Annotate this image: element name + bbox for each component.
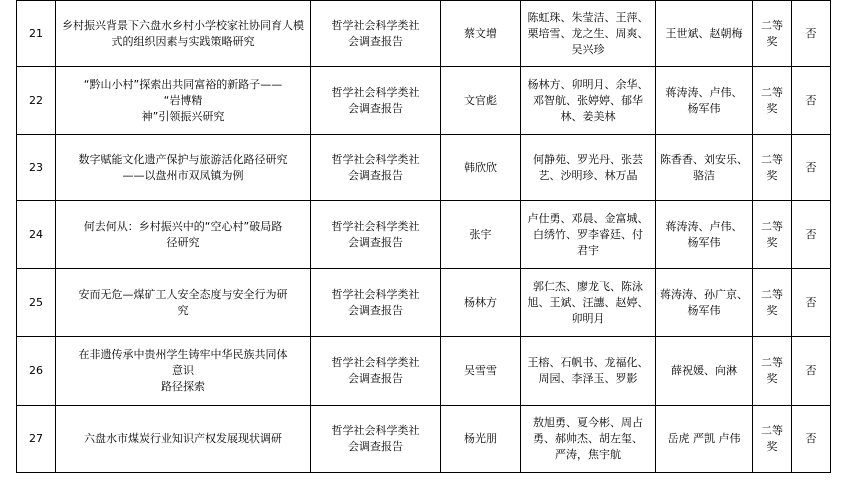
team-members-line: 林、姜美林 [560,109,616,123]
advisors [656,337,753,406]
project-type-line: 哲学社会科学类社 [331,85,420,99]
project-type [311,337,441,406]
team-members-line: 严涛，焦宇航 [555,448,621,461]
project-leader: 张宇 [441,201,521,269]
project-title-line: 在非遗传承中贵州学生铸牢中华民族共同体 [78,348,288,361]
award-level-line: 二等 [761,287,783,301]
flag-value: 否 [792,406,831,473]
project-type-line: 会调查报告 [348,440,403,453]
project-leader: 杨光朋 [441,406,521,473]
award-level [753,201,792,269]
advisors-line: 骆洁 [693,168,715,182]
team-members [521,135,656,201]
project-type [311,269,441,337]
flag-value: 否 [792,67,831,135]
project-title-line: 路径探索 [161,380,205,393]
project-type-line: 会调查报告 [348,34,403,48]
team-members-line: 周园、李泽玉、罗影 [538,372,638,385]
flag-value: 否 [792,201,831,269]
project-type [311,406,441,473]
flag-value: 否 [792,269,831,337]
team-members-line: 吴兴珍 [571,42,605,56]
flag-value: 否 [792,337,831,406]
project-type [311,201,441,269]
project-leader: 吴雪雪 [441,337,521,406]
awards-table [16,0,831,473]
team-members-line: 君宇 [577,243,599,257]
table-row [17,337,831,406]
award-level-line: 奖 [766,101,778,115]
team-members-line: 杨林方、卯明月、余华、 [527,77,649,91]
advisors-line: 蒋涛涛、孙广京、 [660,287,748,301]
project-type-line: 会调查报告 [348,372,403,385]
project-type [311,67,441,135]
project-title-line: 何去何从：乡村振兴中的“空心村”破局路 [83,219,283,233]
table-row [17,135,831,201]
award-level [753,406,792,473]
project-title [56,337,311,406]
row-number: 26 [17,337,56,406]
row-number: 25 [17,269,56,337]
team-members [521,337,656,406]
award-level-line: 二等 [761,152,783,166]
team-members [521,67,656,135]
award-level [753,269,792,337]
project-type-line: 会调查报告 [348,168,403,182]
project-type-line: 哲学社会科学类社 [331,219,420,233]
advisors [656,135,753,201]
project-title-line: 数字赋能文化遗产保护与旅游活化路径研究 [78,152,288,166]
award-level-line: 二等 [761,219,783,233]
team-members-line: 勇、郝帅杰、胡左玺、 [533,432,643,445]
project-title-line: “黔山小村”探索出共同富裕的新路子—— [83,77,283,91]
team-members-line: 邓智航、张婷婷、郁华 [533,93,643,107]
project-leader: 韩欣欣 [441,135,521,201]
project-type-line: 会调查报告 [348,303,403,317]
team-members-line: 陈虹珠、朱莹洁、王萍、 [527,10,649,24]
team-members [521,269,656,337]
project-type-line: 会调查报告 [348,101,403,115]
project-title-line: 乡村振兴背景下六盘水乡村小学校家社协同育人模 [62,18,304,32]
team-members-line: 何静苑、罗光丹、张芸 [533,152,643,166]
awards-table-body [17,1,831,473]
project-type-line: 会调查报告 [348,235,403,249]
award-level [753,135,792,201]
project-title-line: 究 [177,303,189,317]
table-row [17,201,831,269]
team-members-line: 旭、王斌、汪譓、赵婷、 [527,295,649,309]
award-level-line: 奖 [766,168,778,182]
team-members-line: 栗培雪、龙之生、周爽、 [527,26,649,40]
table-row [17,67,831,135]
award-level-line: 奖 [766,372,778,385]
advisors-line: 杨军伟 [687,303,721,317]
team-members [521,201,656,269]
row-number: 27 [17,406,56,473]
project-leader: 杨林方 [441,269,521,337]
project-title-line: 径研究 [166,235,200,249]
award-level-line: 奖 [766,34,778,48]
award-level [753,1,792,67]
table-row [17,406,831,473]
project-title-line: 意识 [172,364,194,377]
project-title-line: 安而无危—煤矿工人安全态度与安全行为研 [78,287,288,301]
advisors [656,406,753,473]
project-title-line: 式的组织因素与实践策略研究 [111,34,255,48]
project-title [56,269,311,337]
team-members-line: 王榕、石帆书、龙福化、 [527,356,649,369]
project-type-line: 哲学社会科学类社 [331,424,420,437]
team-members-line: 卢仕勇、邓晨、金富城、 [527,211,649,225]
team-members-line: 白绣竹、罗李睿廷、付 [533,227,643,241]
advisors-line: 薛祝媛、向淋 [671,364,737,377]
row-number: 23 [17,135,56,201]
project-title [56,201,311,269]
team-members-line: 艺、沙明珍、林万晶 [538,168,638,182]
flag-value: 否 [792,135,831,201]
project-title-line: “岩博精 [163,93,203,107]
advisors-line: 杨军伟 [687,235,721,249]
award-level-line: 奖 [766,440,778,453]
team-members-line: 卯明月 [571,311,605,325]
project-type-line: 哲学社会科学类社 [331,18,420,32]
project-type-line: 哲学社会科学类社 [331,287,420,301]
team-members-line: 郭仁杰、廖龙飞、陈泳 [533,279,643,293]
advisors [656,67,753,135]
team-members-line: 敖旭勇、夏今彬、周占 [533,416,643,429]
row-number: 21 [17,1,56,67]
flag-value: 否 [792,1,831,67]
project-title [56,1,311,67]
advisors-line: 王世斌、赵朝梅 [665,26,743,40]
project-title [56,67,311,135]
advisors-line: 岳虎 严凯 卢伟 [667,432,741,445]
table-row [17,269,831,337]
award-level [753,67,792,135]
project-type-line: 哲学社会科学类社 [331,356,420,369]
project-title-line: ——以盘州市双凤镇为例 [122,168,244,182]
advisors [656,269,753,337]
row-number: 22 [17,67,56,135]
row-number: 24 [17,201,56,269]
project-leader: 文官彪 [441,67,521,135]
project-title-line: 六盘水市煤炭行业知识产权发展现状调研 [84,432,282,445]
project-leader: 蔡文增 [441,1,521,67]
award-level-line: 二等 [761,18,783,32]
award-level-line: 二等 [761,356,783,369]
project-title [56,135,311,201]
advisors [656,201,753,269]
advisors-line: 杨军伟 [687,101,721,115]
award-level-line: 奖 [766,303,778,317]
team-members [521,406,656,473]
advisors-line: 蒋涛涛、卢伟、 [665,85,743,99]
project-type-line: 哲学社会科学类社 [331,152,420,166]
project-title-line: 神”引领振兴研究 [141,109,225,123]
advisors-line: 陈香香、刘安乐、 [660,152,748,166]
award-level-line: 奖 [766,235,778,249]
table-row [17,1,831,67]
advisors [656,1,753,67]
advisors-line: 蒋涛涛、卢伟、 [665,219,743,233]
award-level-line: 二等 [761,424,783,437]
team-members [521,1,656,67]
project-title [56,406,311,473]
award-level-line: 二等 [761,85,783,99]
award-level [753,337,792,406]
project-type [311,135,441,201]
project-type [311,1,441,67]
